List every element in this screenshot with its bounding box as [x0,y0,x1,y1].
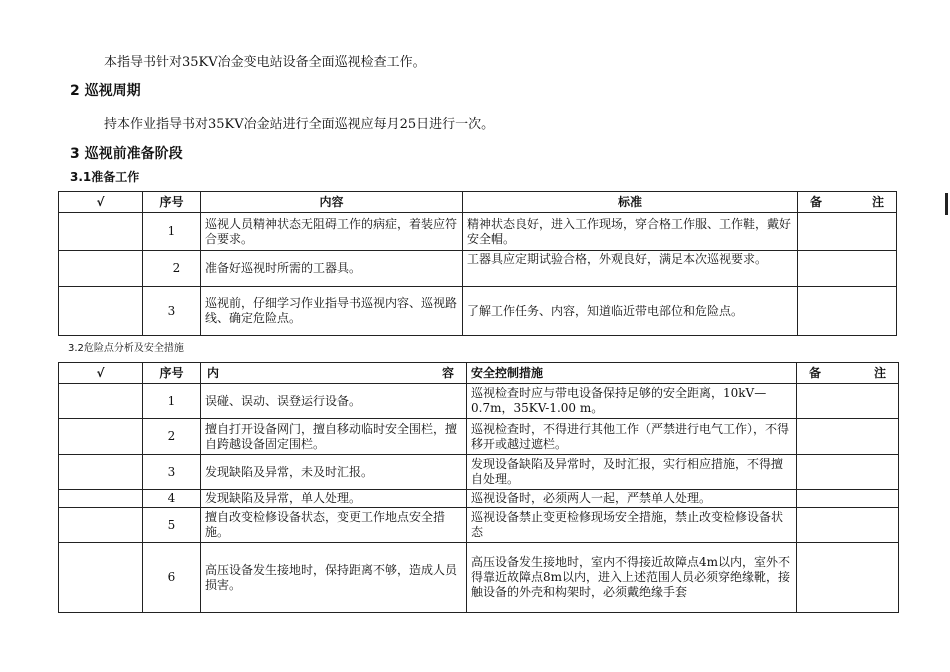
table-header-row [59,192,897,213]
table-row [59,490,899,508]
number-cell: 1 [143,213,201,251]
preparation-table [58,191,897,336]
standard-cell: 精神状态良好，进入工作现场，穿合格工作服、工作鞋，戴好安全帽。 [463,213,798,251]
content-cell: 发现缺陷及异常，未及时汇报。 [201,455,467,490]
table-row [59,251,897,287]
section-2-paragraph: 持本作业指导书对35KV冶金站进行全面巡视应每月25日进行一次。 [104,117,495,132]
number-cell: 5 [143,508,201,543]
check-cell [59,508,143,543]
number-cell: 1 [143,384,201,419]
remark-cell [798,287,897,336]
measure-cell: 巡视检查时应与带电设备保持足够的安全距离，10kV—0.7m，35KV-1.00 m。 [467,384,797,419]
check-cell [59,213,143,251]
table-row [59,419,899,455]
section-3-2-heading: 3.2危险点分析及安全措施 [68,343,184,354]
content-cell: 准备好巡视时所需的工器具。 [201,251,463,287]
content-cell: 擅自改变检修设备状态，变更工作地点安全措施。 [201,508,467,543]
table-row [59,287,897,336]
check-cell [59,287,143,336]
measure-cell: 高压设备发生接地时，室内不得接近故障点4m以内，室外不得靠近故障点8m以内，进入上述范围人员必须穿绝缘靴，接触设备的外壳和构架时，必须戴绝缘手套 [467,543,797,613]
content-header [201,363,467,384]
remark-cell [797,490,899,508]
remark-header-char-1: 备 [809,365,822,380]
content-header-char-2: 容 [441,365,454,380]
number-cell: 6 [143,543,201,613]
remark-cell [797,384,899,419]
number-header: 序号 [143,363,201,384]
check-cell [59,384,143,419]
remark-cell [797,455,899,490]
table-row [59,543,899,613]
page-edge-mark [945,193,948,215]
number-header: 序号 [143,192,201,213]
check-header: √ [59,192,143,213]
remark-cell [797,419,899,455]
table-row [59,508,899,543]
content-header: 内容 [201,192,463,213]
table-header-row [59,363,899,384]
hazard-table [58,362,899,613]
remark-header [798,192,897,213]
check-cell [59,543,143,613]
content-cell: 巡视人员精神状态无阻碍工作的病症，着装应符合要求。 [201,213,463,251]
content-cell: 高压设备发生接地时，保持距离不够，造成人员损害。 [201,543,467,613]
check-cell [59,455,143,490]
remark-cell [797,543,899,613]
standard-cell: 工器具应定期试验合格，外观良好，满足本次巡视要求。 [463,251,798,287]
section-2-heading: 2 巡视周期 [70,83,141,99]
measure-cell: 巡视检查时，不得进行其他工作（严禁进行电气工作），不得移开或越过遮栏。 [467,419,797,455]
table-row [59,213,897,251]
check-cell [59,490,143,508]
table-row [59,384,899,419]
content-cell: 误碰、误动、误登运行设备。 [201,384,467,419]
remark-header-char-1: 备 [810,194,823,209]
number-cell: 2 [143,419,201,455]
section-3-1-heading: 3.1准备工作 [70,170,140,184]
remark-header-char-2: 注 [871,194,884,209]
content-cell: 巡视前，仔细学习作业指导书巡视内容、巡视路线、确定危险点。 [201,287,463,336]
remark-cell [798,251,897,287]
content-cell: 发现缺陷及异常，单人处理。 [201,490,467,508]
remark-header-char-2: 注 [873,365,886,380]
measure-header: 安全控制措施 [467,363,797,384]
remark-header [797,363,899,384]
table-row [59,455,899,490]
number-cell: 4 [143,490,201,508]
section-3-heading: 3 巡视前准备阶段 [70,146,183,162]
measure-cell: 发现设备缺陷及异常时，及时汇报，实行相应措施，不得擅自处理。 [467,455,797,490]
content-cell: 擅自打开设备网门，擅自移动临时安全围栏，擅自跨越设备固定围栏。 [201,419,467,455]
check-header: √ [59,363,143,384]
number-cell: 3 [143,287,201,336]
number-cell: 2 [143,251,201,287]
standard-header: 标准 [463,192,798,213]
content-header-char-1: 内 [207,365,220,380]
intro-paragraph: 本指导书针对35KV冶金变电站设备全面巡视检查工作。 [104,55,426,70]
measure-cell: 巡视设备禁止变更检修现场安全措施，禁止改变检修设备状态 [467,508,797,543]
check-cell [59,251,143,287]
standard-cell: 了解工作任务、内容，知道临近带电部位和危险点。 [463,287,798,336]
remark-cell [797,508,899,543]
number-cell: 3 [143,455,201,490]
measure-cell: 巡视设备时，必须两人一起，严禁单人处理。 [467,490,797,508]
check-cell [59,419,143,455]
remark-cell [798,213,897,251]
